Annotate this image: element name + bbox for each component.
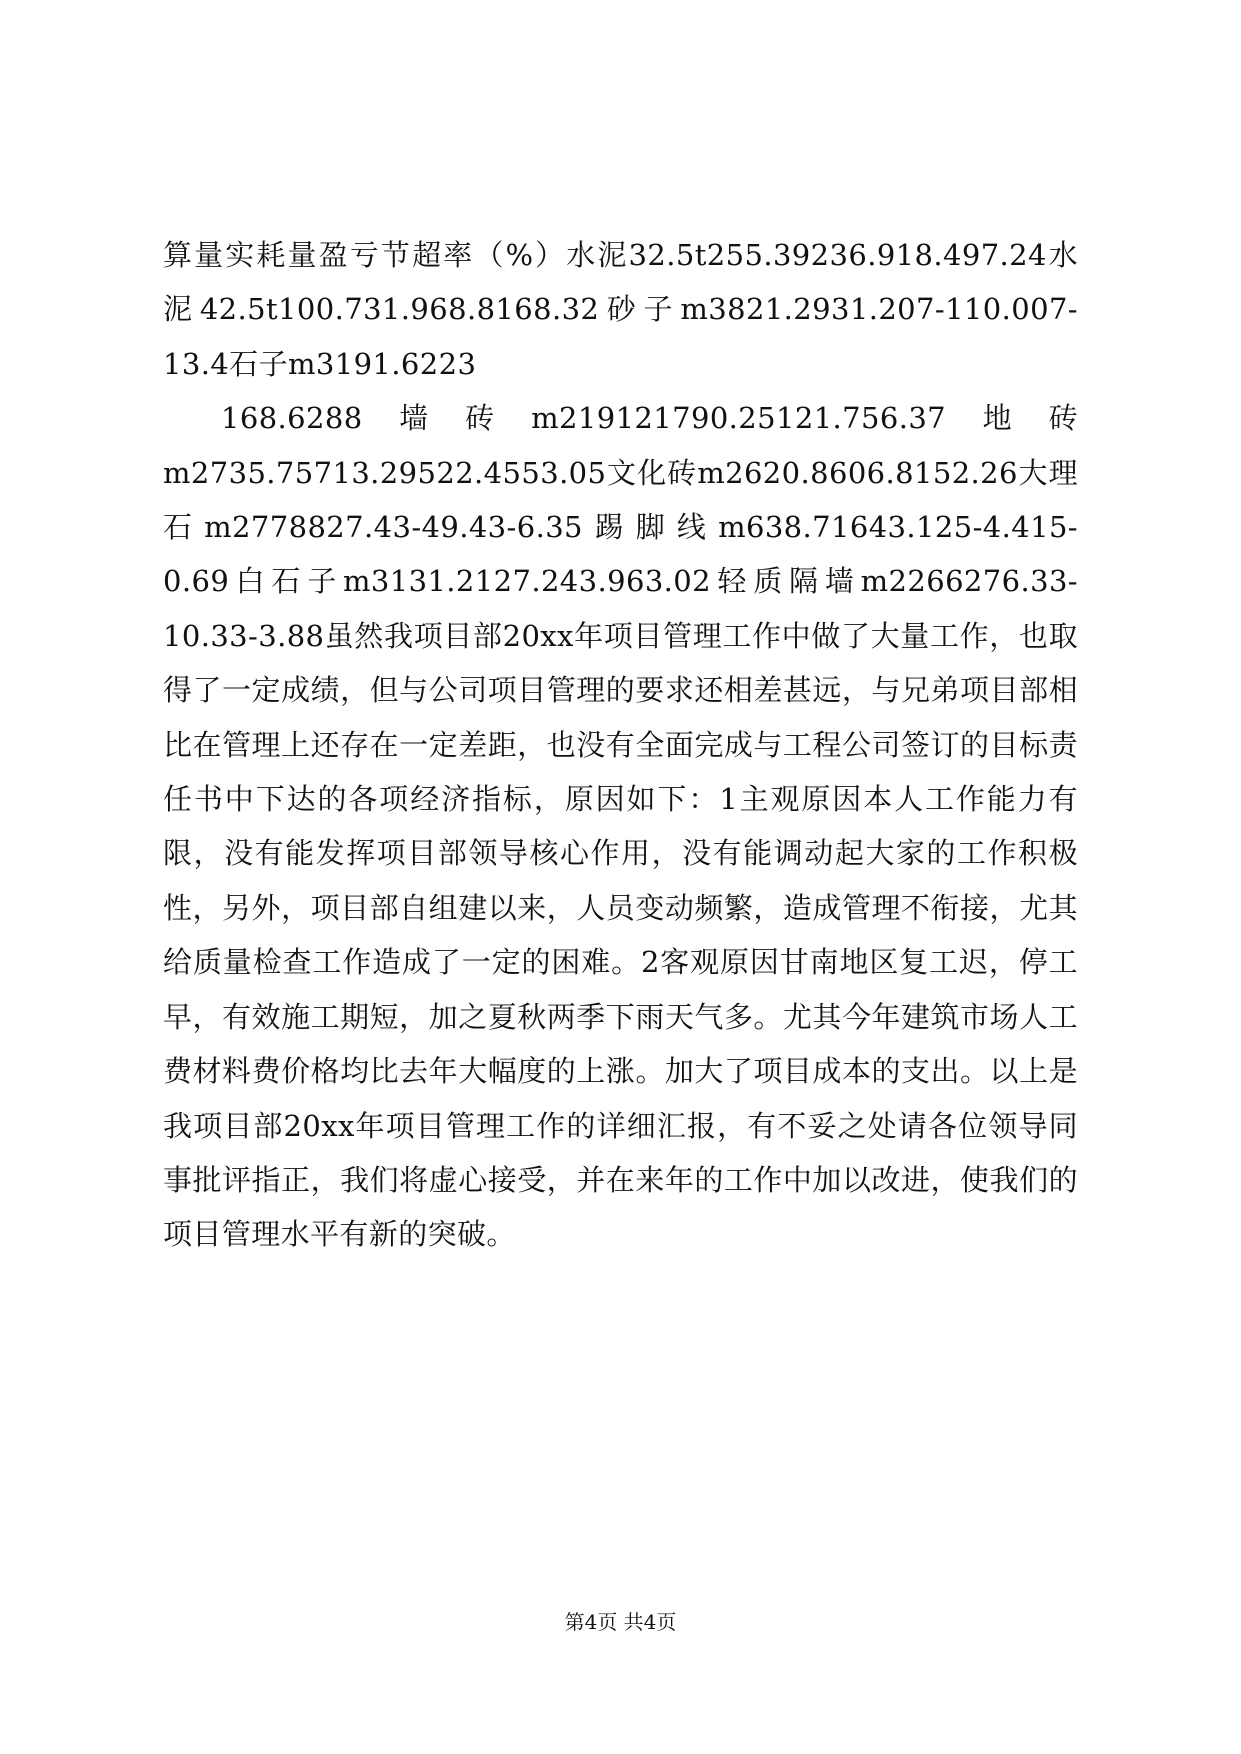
page-footer: 第4页 共4页 [564,1610,677,1634]
paragraph-1: 算量实耗量盈亏节超率（%）水泥32.5t255.39236.918.497.24水泥42.5t100.731.968.8168.32砂子m3821.2931.207-110.007-13.4石子m3191.6223 [163,238,1078,381]
document-body [163,228,1078,1262]
paragraph-2: 168.6288墙砖m219121790.25121.756.37地砖m2735.75713.29522.4553.05文化砖m2620.8606.8152.26大理石m2778827.43-49.43-6.35踢脚线m638.71643.125-4.415-0.69白石子m3131.2127.243.963.02轻质隔墙m2266276.33-10.33-3.88虽然我项目部20xx年项目管理工作中做了大量工作，也取得了一定成绩，但与公司项目管理的要求还相差甚远，与兄弟项目部相比在管理上还存在一定差距，也没有全面完成与工程公司签订的目标责任书中下达的各项经济指标，原因如下：1主观原因本人工作能力有限，没有能发挥项目部领导核心作用，没有能调动起大家的工作积极性，另外，项目部自组建以来，人员变动频繁，造成管理不衔接，尤其给质量检查工作造成了一定的困难。2客观原因甘南地区复工迟，停工早，有效施工期短，加之夏秋两季下雨天气多。尤其今年建筑市场人工费材料费价格均比去年大幅度的上涨。加大了项目成本的支出。以上是我项目部20xx年项目管理工作的详细汇报，有不妥之处请各位领导同事批评指正，我们将虚心接受，并在来年的工作中加以改进，使我们的项目管理水平有新的突破。 [163,401,1078,1252]
